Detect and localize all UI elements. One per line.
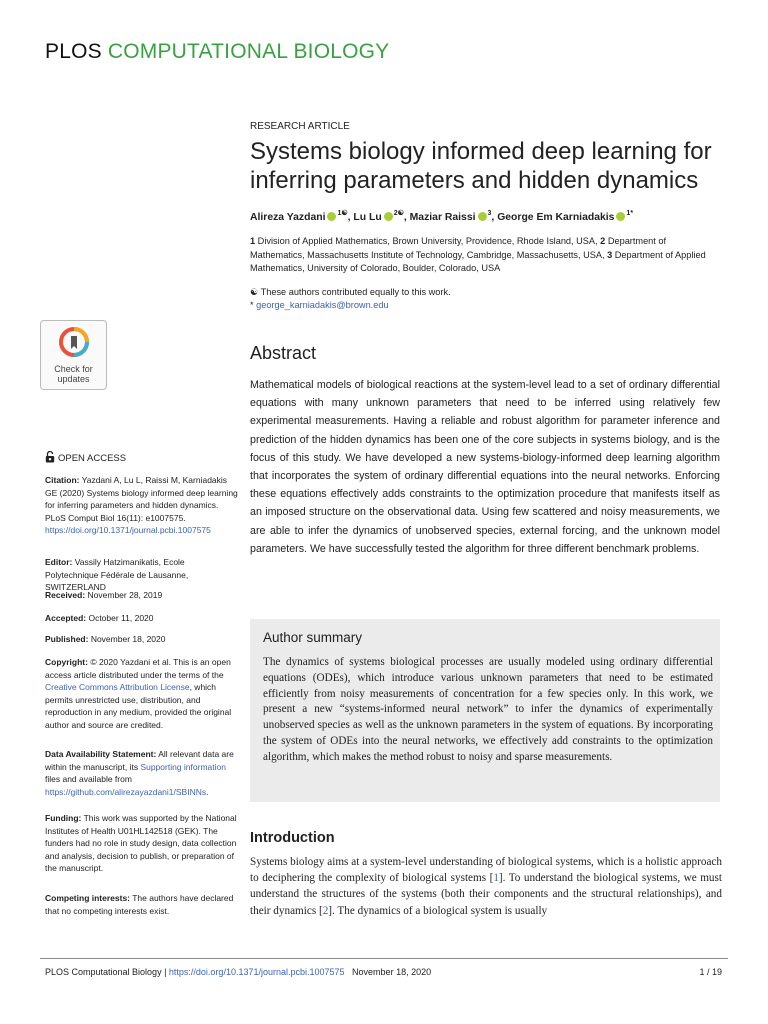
- author-name[interactable]: George Em Karniadakis: [497, 212, 615, 223]
- open-access: [45, 451, 126, 464]
- author-marks: 2☯: [393, 210, 404, 217]
- editor-label: Editor:: [45, 557, 73, 567]
- published-label: Published:: [45, 634, 89, 644]
- author-list: Alireza Yazdani $^{1☯}$, Lu Lu $^{2☯}$, Maziar Raissi $^3$, George Em Karniadakis $^{1*}$: [250, 210, 634, 223]
- intro-text: ]. To understand the biological systems, we must understand the structures of the systems (both their components and the structural relationships), and their dynamics [: [250, 872, 722, 917]
- author-marks: 1*: [626, 210, 634, 217]
- affiliation-number: 1: [250, 236, 256, 246]
- journal-name-prefix: PLOS: [45, 40, 102, 63]
- crossmark-icon: [59, 327, 89, 357]
- orcid-icon[interactable]: [384, 212, 393, 221]
- affiliation-number: 3: [607, 249, 613, 260]
- citation-text: Yazdani A, Lu L, Raissi M, Karniadakis GE (2020) Systems biology informed deep learning for inferring parameters and hidden dynamics. PLoS Comput Biol 16(11): e1007575.: [45, 475, 238, 523]
- affiliations: [250, 235, 720, 276]
- check-for-updates-button[interactable]: [40, 320, 107, 390]
- footer-divider: [40, 958, 728, 959]
- data-availability-text: files and available from: [45, 774, 132, 785]
- data-availability-label: Data Availability Statement:: [45, 749, 157, 759]
- accepted-label: Accepted:: [45, 613, 87, 623]
- page-number: 1 / 19: [699, 967, 722, 977]
- orcid-icon[interactable]: [478, 212, 487, 221]
- abstract-heading: Abstract: [250, 343, 317, 363]
- intro-text: Systems biology aims at a system-level understanding of biological systems, which is a holistic approach to deciphering the complexity of biological systems [: [250, 856, 722, 885]
- author-marks: 1☯: [337, 210, 348, 217]
- affiliation-text: Department of Applied Mathematics, University of Colorado, Boulder, Colorado, USA: [250, 249, 706, 273]
- citation-doi-link[interactable]: https://doi.org/10.1371/journal.pcbi.1007575: [45, 525, 211, 536]
- published-date: November 18, 2020: [88, 634, 166, 644]
- author-name[interactable]: Lu Lu: [353, 212, 382, 223]
- corresponding-marker: *: [250, 300, 257, 310]
- copyright-block: [45, 656, 240, 732]
- article-title: Systems biology informed deep learning for inferring parameters and hidden dynamics: [250, 138, 712, 194]
- author-marks: 3: [487, 210, 492, 217]
- data-availability-block: [45, 748, 240, 798]
- supporting-info-link[interactable]: Supporting information: [140, 761, 226, 772]
- editor-text: Vassily Hatzimanikatis, Ecole Polytechnique Fédérale de Lausanne, SWITZERLAND: [45, 557, 189, 593]
- introduction-text: [250, 854, 722, 919]
- open-lock-icon: [45, 451, 55, 463]
- journal-logo: [45, 40, 389, 64]
- copyright-text: © 2020 Yazdani et al. This is an open access article distributed under the terms of the: [45, 657, 231, 680]
- published-block: [45, 633, 240, 646]
- data-availability-text: All relevant data are within the manuscript, its: [45, 749, 234, 772]
- license-link[interactable]: Creative Commons Attribution License: [45, 682, 190, 693]
- orcid-icon[interactable]: [327, 212, 336, 221]
- received-block: [45, 589, 240, 602]
- equal-contribution-note: ☯ These authors contributed equally to this work.: [250, 287, 451, 297]
- footer-journal: PLOS Computational Biology |: [45, 967, 169, 977]
- github-link[interactable]: https://github.com/alirezayazdani1/SBINNs: [45, 786, 207, 797]
- funding-block: [45, 812, 240, 875]
- author-name[interactable]: Maziar Raissi: [409, 212, 476, 223]
- accepted-block: [45, 612, 240, 625]
- citation-block: [45, 474, 240, 537]
- introduction-heading: Introduction: [250, 830, 335, 846]
- corresponding-email-link[interactable]: george_karniadakis@brown.edu: [256, 300, 389, 310]
- author-name[interactable]: Alireza Yazdani: [250, 212, 326, 223]
- author-summary-heading: Author summary: [263, 630, 363, 645]
- open-access-label: OPEN ACCESS: [58, 453, 127, 464]
- check-for-updates-line1: Check for: [54, 364, 93, 374]
- data-availability-text: .: [206, 786, 209, 797]
- copyright-label: Copyright:: [45, 657, 88, 667]
- received-date: November 28, 2019: [85, 590, 163, 600]
- intro-text: ]. The dynamics of a biological system is usually: [328, 904, 548, 917]
- competing-interests-block: [45, 892, 240, 917]
- abstract-text: Mathematical models of biological reactions at the system-level lead to a set of ordinary differential equations with many unknown parameters that need to be inferred using relatively few experimental measurements. Having a reliable and robust algorithm for parameter inference and prediction of the hidden dynamics has been one of the core subjects in systems biology, and is the focus of this study. We have developed a new systems-biology-informed deep learning algorithm that incorporates the system of ordinary differential equations into the neural networks. Enforcing these equations effectively adds constraints to the optimization procedure that manifests itself as an imposed structure on the observational data. Using few scattered and noisy measurements, we are able to infer the dynamics of unobserved species, external forcing, and the unknown model parameters. We have successfully tested the algorithm for three different benchmark problems.: [250, 379, 720, 555]
- corresponding-author: [250, 300, 389, 310]
- affiliation-number: 2: [600, 236, 606, 246]
- citation-label: Citation:: [45, 475, 80, 485]
- received-label: Received:: [45, 590, 86, 600]
- competing-interests-text: The authors have declared that no competing interests exist.: [45, 893, 234, 916]
- competing-interests-label: Competing interests:: [45, 893, 131, 903]
- author-summary-text: The dynamics of systems biological processes are usually modeled using ordinary differential equations (ODEs), which introduce various unknown parameters that need to be estimated efficiently from noisy measurements of concentration for a few species only. In this work, we present a new “systems-informed neural network” to infer the dynamics of experimentally unobserved species as well as the unknown parameters in the system of equations. By incorporating the system of ODEs into the neural networks, we effectively add constraints to the optimization algorithm, which makes the method robust to noisy and sparse measurements.: [263, 656, 713, 763]
- orcid-icon[interactable]: [616, 212, 625, 221]
- reference-link[interactable]: 2: [322, 904, 329, 917]
- check-for-updates-line2: updates: [57, 374, 90, 384]
- affiliation-text: Division of Applied Mathematics, Brown University, Providence, Rhode Island, USA,: [255, 236, 601, 246]
- footer-date: November 18, 2020: [344, 967, 432, 977]
- article-type: RESEARCH ARTICLE: [250, 121, 350, 132]
- affiliation-text: Department of Mathematics, Massachusetts Institute of Technology, Cambridge, Massachusetts, USA,: [250, 236, 667, 260]
- reference-link[interactable]: 1: [493, 872, 499, 885]
- footer-doi-link[interactable]: https://doi.org/10.1371/journal.pcbi.1007575: [168, 967, 345, 977]
- funding-text: This work was supported by the National Institutes of Health U01HL142518 (GEK). The funders had no role in study design, data collection and analysis, decision to publish, or preparation of the manuscript.: [45, 813, 237, 874]
- accepted-date: October 11, 2020: [86, 613, 154, 623]
- copyright-text: , which permits unrestricted use, distribution, and reproduction in any medium, provided the original author and source are credited.: [45, 682, 232, 730]
- page-footer: [45, 967, 431, 977]
- journal-name-suffix: COMPUTATIONAL BIOLOGY: [107, 40, 390, 63]
- funding-label: Funding:: [45, 813, 82, 823]
